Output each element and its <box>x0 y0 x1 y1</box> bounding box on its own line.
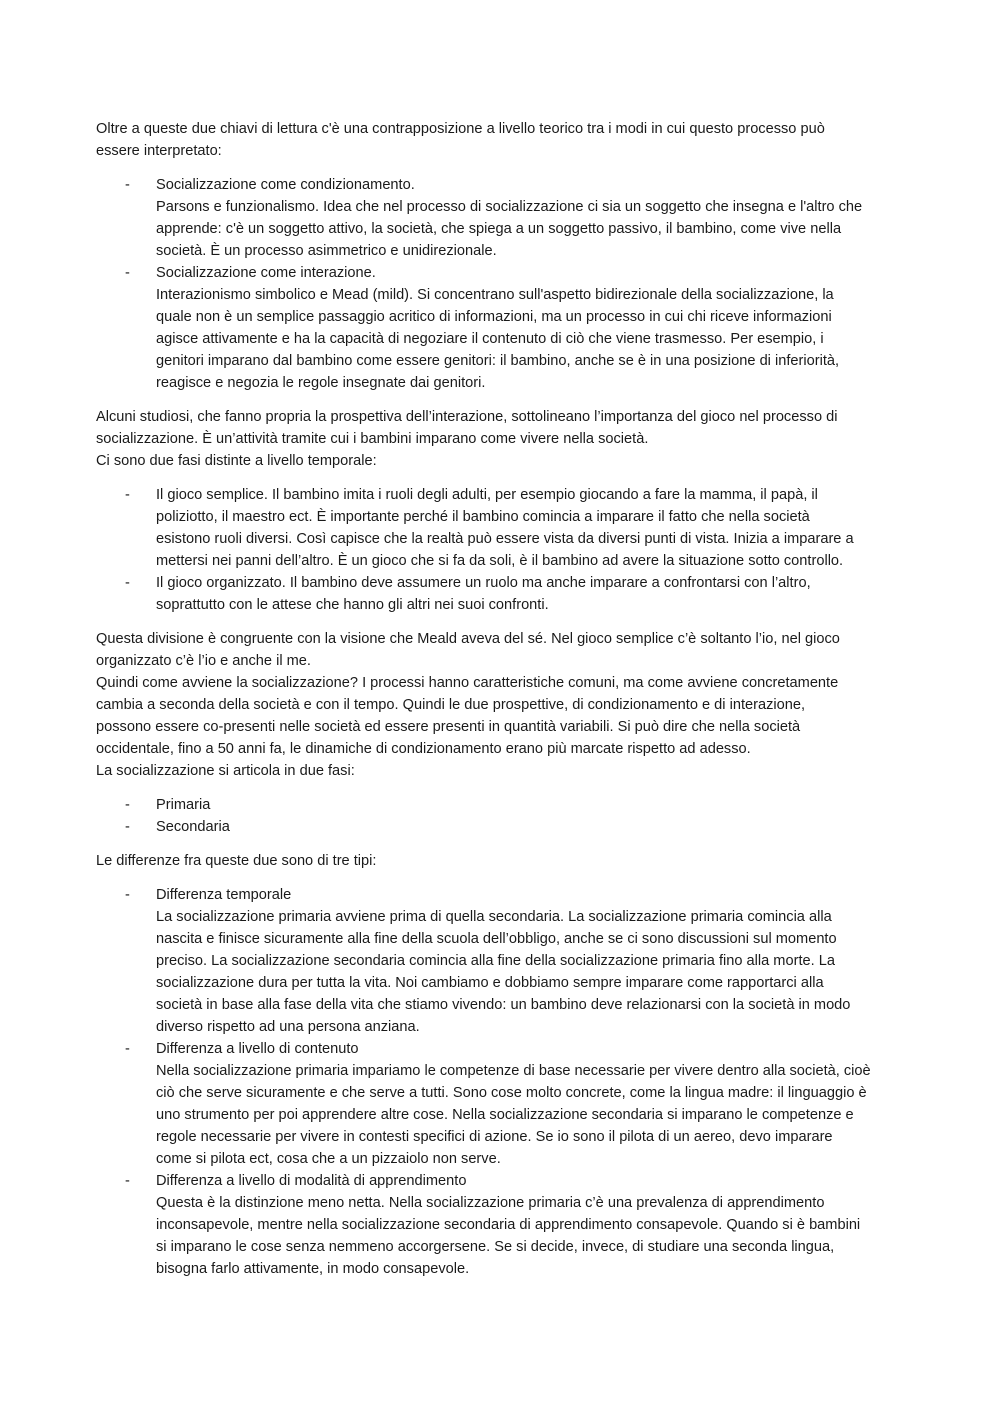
bullet-list <box>96 884 914 1280</box>
paragraph <box>96 850 914 872</box>
list-item-text-line: inconsapevole, mentre nella socializzazione secondaria di apprendimento consapevole. Quando si è bambini <box>156 1217 861 1233</box>
list-item-text-line: uno strumento per poi apprendere altre cose. Nella socializzazione secondaria si imparano le competenze e <box>156 1107 854 1123</box>
bullet-list <box>96 794 914 838</box>
bullet-dash: - <box>125 177 130 193</box>
list-item-text-line: come si pilota ect, cosa che a un pizzaiolo non serve. <box>156 1151 501 1167</box>
list-item-text-line: esistono ruoli diversi. Così capisce che la realtà può essere vista da diversi punti di vista. Inizia a imparare a <box>156 531 854 547</box>
list-item-text-line: La socializzazione primaria avviene prima di quella secondaria. La socializzazione primaria comincia alla <box>156 909 832 925</box>
list-item <box>96 1038 914 1170</box>
list-item <box>96 572 914 616</box>
list-item-text-line: poliziotto, il maestro ect. È importante perché il bambino comincia a imparare il fatto che nella società <box>156 509 810 525</box>
list-item-text-line: società. È un processo asimmetrico e unidirezionale. <box>156 243 497 259</box>
list-item <box>96 794 914 816</box>
list-item-heading: Socializzazione come condizionamento. <box>156 177 415 193</box>
list-item-heading: Differenza a livello di modalità di apprendimento <box>156 1173 467 1189</box>
list-item-text-line: socializzazione dura per tutta la vita. Noi cambiamo e dobbiamo sempre imparare come rapportarci alla <box>156 975 824 991</box>
list-item-text-line: Parsons e funzionalismo. Idea che nel processo di socializzazione ci sia un soggetto che insegna e l'altro che <box>156 199 863 215</box>
list-item <box>96 816 914 838</box>
bullet-dash: - <box>125 1173 130 1189</box>
bullet-dash: - <box>125 819 130 835</box>
paragraph <box>96 118 914 162</box>
list-item <box>96 1170 914 1280</box>
text-line: socializzazione. È un’attività tramite cui i bambini imparano come vivere nella società. <box>96 431 649 447</box>
bullet-dash: - <box>125 575 130 591</box>
list-item-text-line: società in base alla fase della vita che stiamo vivendo: un bambino deve relazionarsi con la società in modo <box>156 997 851 1013</box>
list-item <box>96 174 914 262</box>
list-item <box>96 484 914 572</box>
text-line: Ci sono due fasi distinte a livello temporale: <box>96 453 377 469</box>
text-line: Alcuni studiosi, che fanno propria la prospettiva dell’interazione, sottolineano l’importanza del gioco nel processo di <box>96 409 838 425</box>
list-item-heading: Il gioco organizzato. Il bambino deve assumere un ruolo ma anche imparare a confrontarsi con l’altro, <box>156 575 811 591</box>
list-item-text-line: apprende: c'è un soggetto attivo, la società, che spiega a un soggetto passivo, il bambino, come vive nella <box>156 221 842 237</box>
list-item-text-line: Questa è la distinzione meno netta. Nella socializzazione primaria c’è una prevalenza di apprendimento <box>156 1195 825 1211</box>
paragraph <box>96 628 914 782</box>
document-page <box>96 118 914 1292</box>
bullet-dash: - <box>125 265 130 281</box>
list-item-text-line: quale non è un semplice passaggio acritico di informazioni, ma un processo in cui chi riceve informazioni <box>156 309 832 325</box>
list-item-text-line: mettersi nei panni dell’altro. È un gioco che si fa da soli, è il bambino ad avere la situazione sotto controllo. <box>156 553 844 569</box>
list-item-text-line: nascita e finisce sicuramente alla fine della scuola dell’obbligo, anche se ci sono discussioni sul momento <box>156 931 837 947</box>
text-line: Quindi come avviene la socializzazione? I processi hanno caratteristiche comuni, ma come avviene concretamente <box>96 675 839 691</box>
text-line: La socializzazione si articola in due fasi: <box>96 763 355 779</box>
bullet-dash: - <box>125 797 130 813</box>
list-item-text-line: ciò che serve sicuramente e che serve a tutti. Sono cose molto concrete, come la lingua madre: il linguaggio è <box>156 1085 867 1101</box>
list-item-text-line: si imparano le cose senza nemmeno accorgersene. Se si decide, invece, di studiare una seconda lingua, <box>156 1239 835 1255</box>
paragraph <box>96 406 914 472</box>
text-line: organizzato c’è l’io e anche il me. <box>96 653 311 669</box>
text-line: cambia a seconda della società e con il tempo. Quindi le due prospettive, di condizionamento e di interazione, <box>96 697 806 713</box>
list-item-text-line: diverso rispetto ad una persona anziana. <box>156 1019 420 1035</box>
list-item-heading: Secondaria <box>156 819 230 835</box>
list-item <box>96 262 914 394</box>
list-item-text-line: agisce attivamente e ha la capacità di negoziare il contenuto di ciò che viene trasmesso. Per esempio, i <box>156 331 824 347</box>
list-item-heading: Primaria <box>156 797 211 813</box>
text-line: Le differenze fra queste due sono di tre tipi: <box>96 853 377 869</box>
bullet-dash: - <box>125 487 130 503</box>
list-item-text-line: Interazionismo simbolico e Mead (mild). Si concentrano sull'aspetto bidirezionale della socializzazione, la <box>156 287 834 303</box>
text-line: Questa divisione è congruente con la visione che Meald aveva del sé. Nel gioco semplice c’è soltanto l’io, nel gioco <box>96 631 840 647</box>
bullet-dash: - <box>125 887 130 903</box>
list-item-text-line: bisogna farlo attivamente, in modo consapevole. <box>156 1261 470 1277</box>
list-item <box>96 884 914 1038</box>
bullet-dash: - <box>125 1041 130 1057</box>
text-line: Oltre a queste due chiavi di lettura c'è una contrapposizione a livello teorico tra i modi in cui questo processo può <box>96 121 825 137</box>
bullet-list <box>96 484 914 616</box>
list-item-text-line: soprattutto con le attese che hanno gli altri nei suoi confronti. <box>156 597 549 613</box>
list-item-text-line: regole necessarie per vivere in contesti specifici di azione. Se io sono il pilota di un aereo, devo imparare <box>156 1129 833 1145</box>
bullet-list <box>96 174 914 394</box>
list-item-heading: Differenza temporale <box>156 887 292 903</box>
list-item-heading: Il gioco semplice. Il bambino imita i ruoli degli adulti, per esempio giocando a fare la mamma, il papà, il <box>156 487 818 503</box>
text-line: possono essere co-presenti nelle società ed essere presenti in quantità variabili. Si può dire che nella società <box>96 719 801 735</box>
list-item-text-line: Nella socializzazione primaria impariamo le competenze di base necessarie per vivere dentro alla società, cioè <box>156 1063 871 1079</box>
list-item-heading: Socializzazione come interazione. <box>156 265 376 281</box>
list-item-text-line: preciso. La socializzazione secondaria comincia alla fine della socializzazione primaria fino alla morte. La <box>156 953 835 969</box>
list-item-heading: Differenza a livello di contenuto <box>156 1041 359 1057</box>
list-item-text-line: reagisce e negozia le regole insegnate dai genitori. <box>156 375 486 391</box>
list-item-text-line: genitori imparano dal bambino come essere genitori: il bambino, anche se è in una posizione di inferiorità, <box>156 353 840 369</box>
text-line: occidentale, fino a 50 anni fa, le dinamiche di condizionamento erano più marcate rispetto ad adesso. <box>96 741 751 757</box>
text-line: essere interpretato: <box>96 143 222 159</box>
